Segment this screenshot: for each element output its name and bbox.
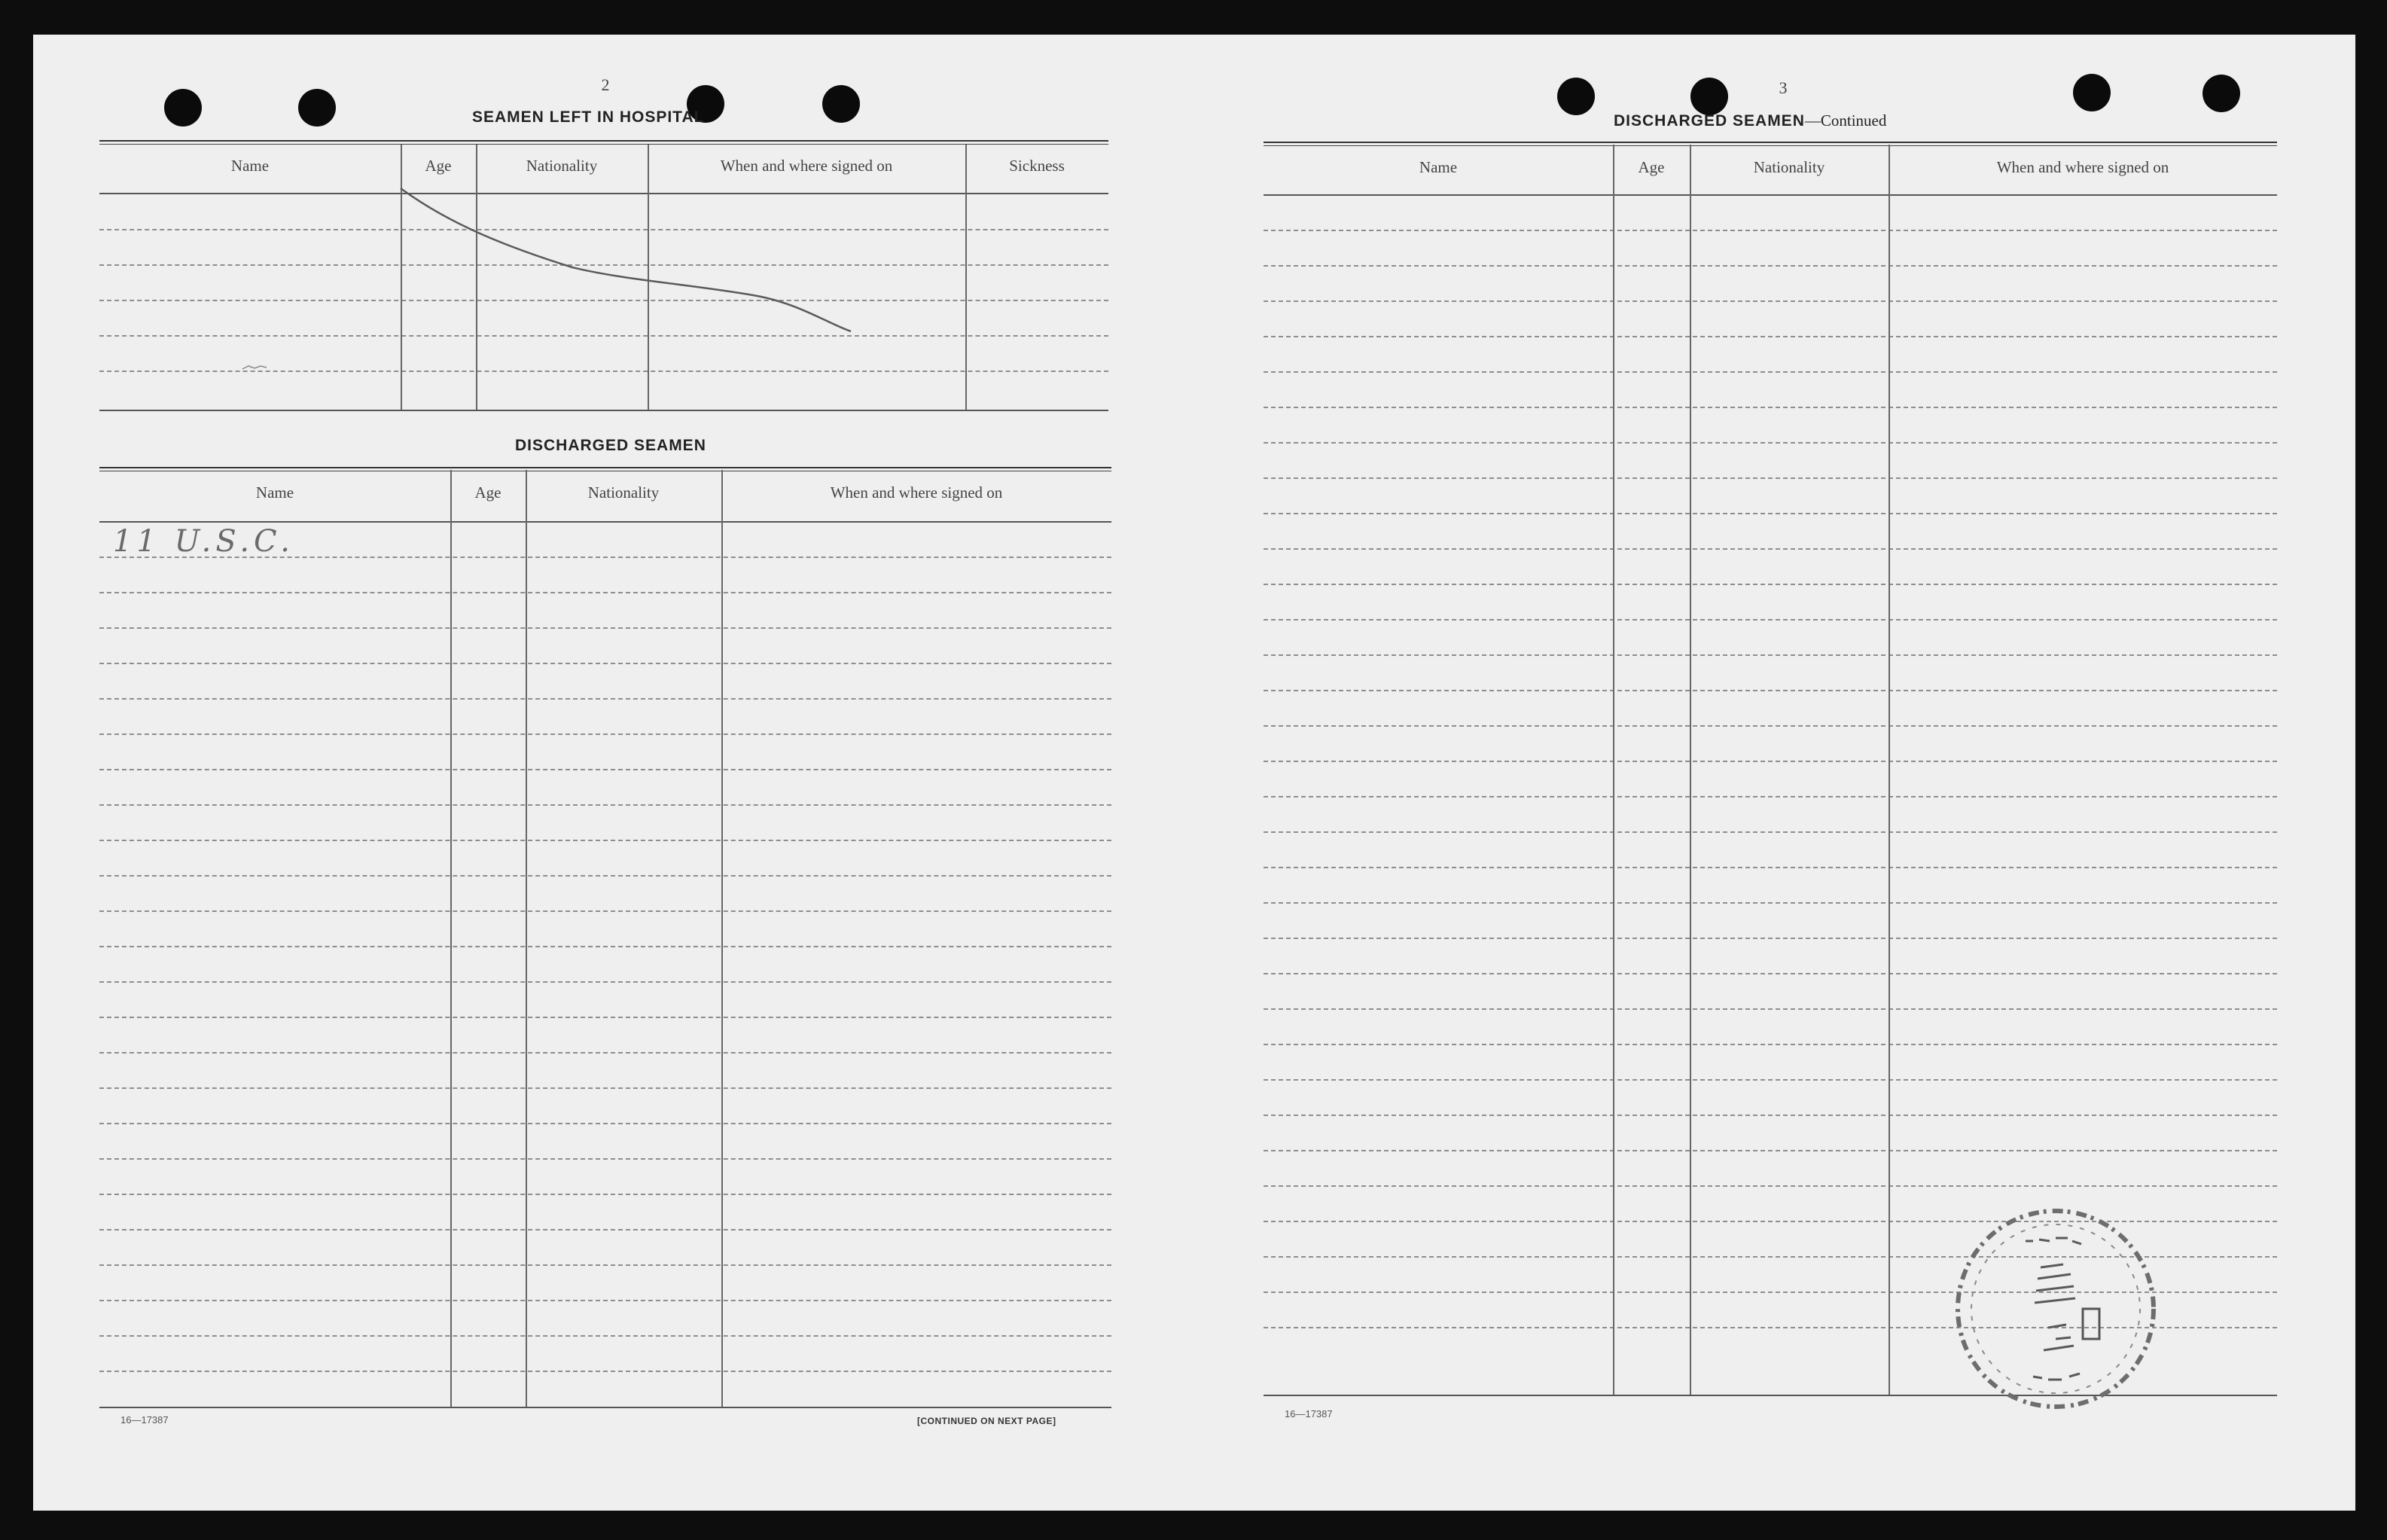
page-number: 3 — [1779, 78, 1788, 97]
hospital-table — [99, 140, 1108, 413]
column-header-signed-on: When and where signed on — [830, 483, 1003, 502]
continued-note: [CONTINUED ON NEXT PAGE] — [917, 1416, 1056, 1426]
binder-hole — [1557, 78, 1595, 115]
binder-hole — [298, 89, 336, 127]
form-code: 16—17387 — [1285, 1408, 1333, 1420]
section-title-hospital: SEAMEN LEFT IN HOSPITAL — [472, 108, 705, 126]
binder-hole — [1690, 78, 1728, 115]
column-header-name: Name — [230, 157, 270, 175]
column-header-name: Name — [255, 483, 294, 502]
form-code: 16—17387 — [120, 1414, 169, 1426]
discharged-table-left — [99, 467, 1111, 1410]
postmark-stamp — [1943, 1196, 2169, 1422]
column-header-nationality: Nationality — [526, 157, 598, 175]
section-title-discharged: DISCHARGED SEAMEN — [515, 437, 706, 454]
page-number: 2 — [601, 75, 610, 94]
column-header-name: Name — [1419, 158, 1458, 176]
binder-hole — [2073, 74, 2111, 111]
column-header-sickness: Sickness — [1009, 157, 1065, 175]
binder-hole — [164, 89, 202, 127]
section-title-text: DISCHARGED SEAMEN — [1614, 112, 1805, 130]
column-header-nationality: Nationality — [587, 483, 660, 502]
column-header-age: Age — [474, 483, 501, 502]
handwritten-entry: 11 U.S.C. — [113, 524, 294, 559]
column-header-age: Age — [1638, 158, 1665, 176]
section-title-discharged-continued — [1614, 111, 1886, 130]
column-header-signed-on: When and where signed on — [720, 157, 893, 175]
binder-hole — [822, 85, 860, 123]
column-header-nationality: Nationality — [1753, 158, 1825, 176]
column-header-signed-on: When and where signed on — [1996, 158, 2169, 176]
column-header-age: Age — [425, 157, 452, 175]
section-title-suffix: —Continued — [1804, 111, 1887, 130]
binder-hole — [2203, 75, 2240, 112]
